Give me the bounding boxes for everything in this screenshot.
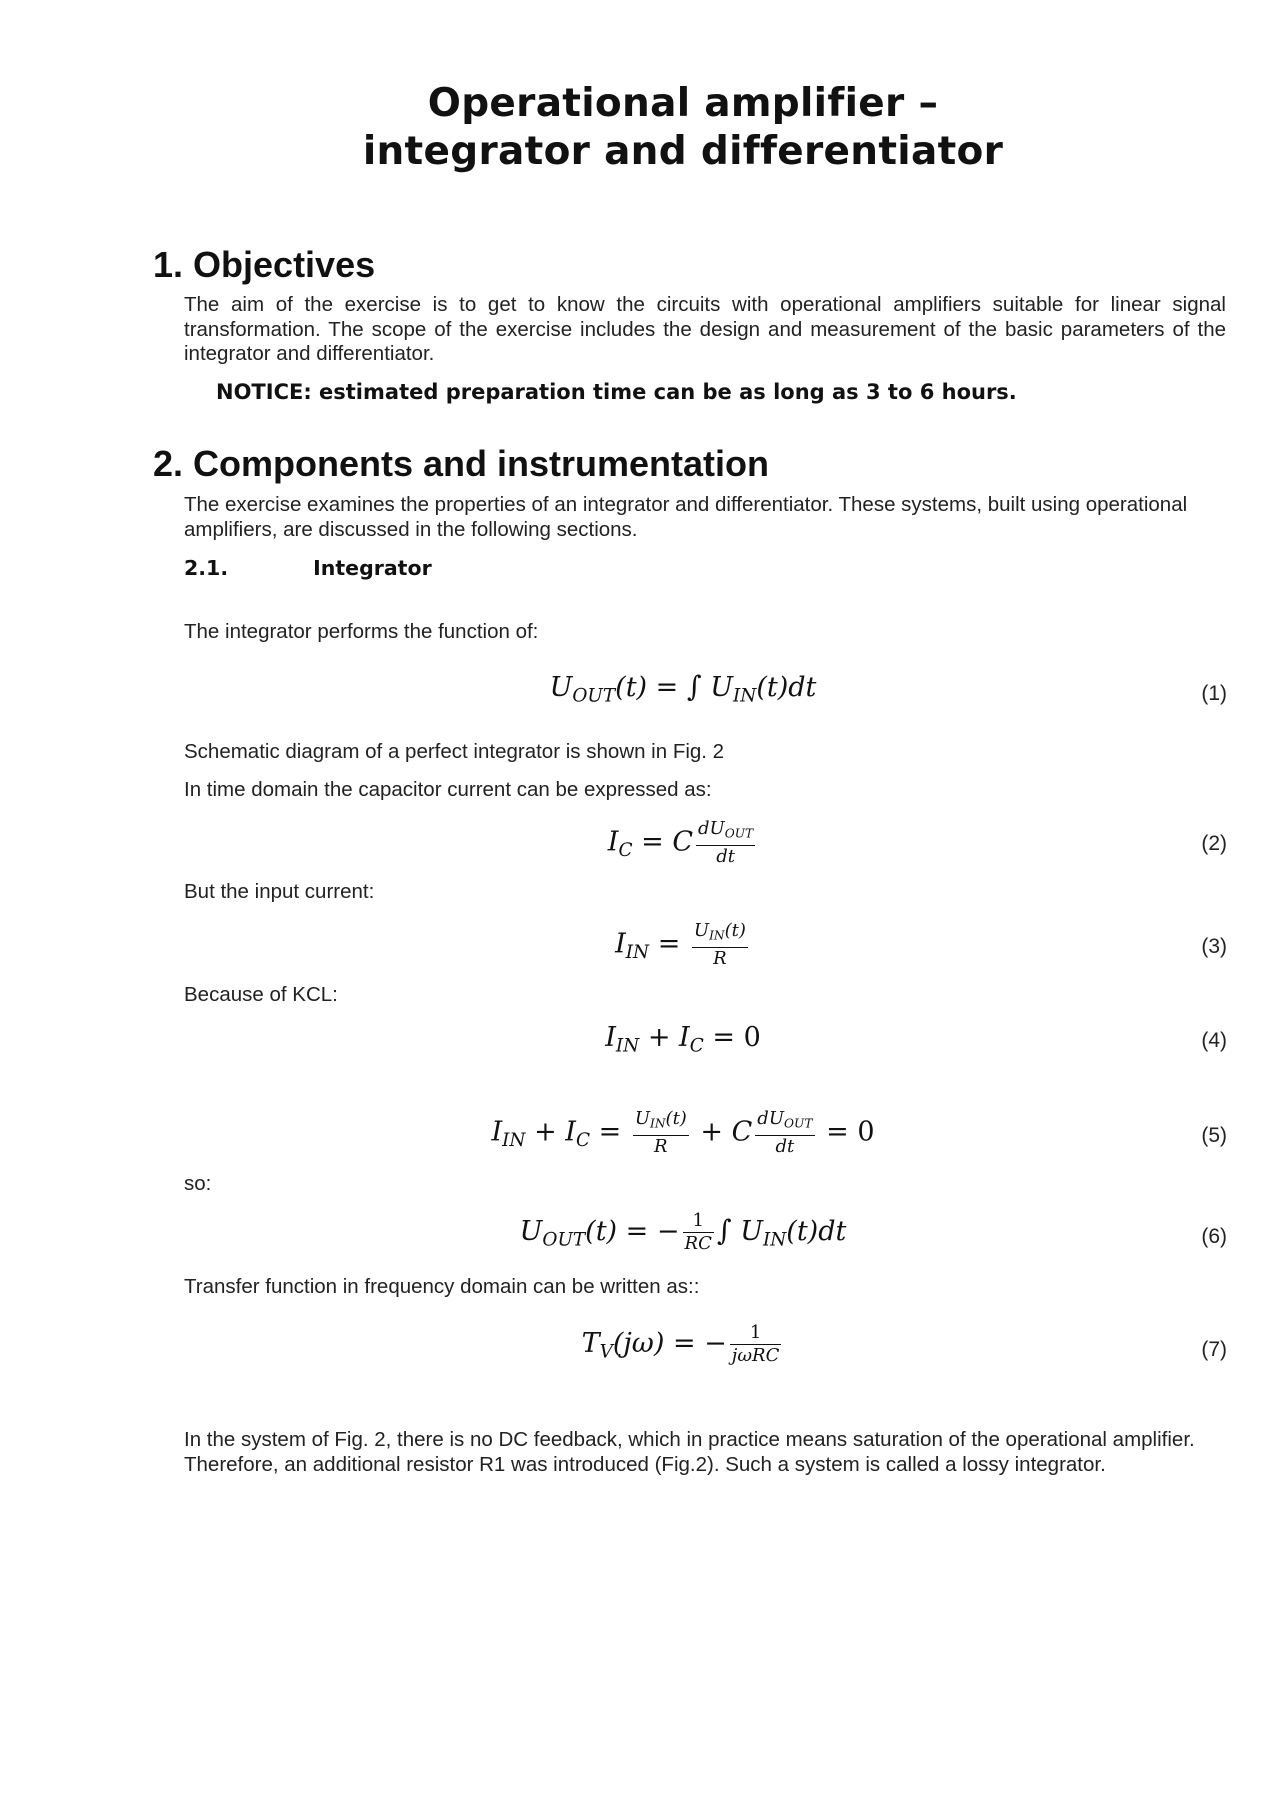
subsection-title: Integrator: [313, 556, 432, 580]
equation-1-number: (1): [1201, 682, 1227, 705]
equation-5: $I_{IN} + I_C$ = $\frac{U_{IN}(t)}{R}$ + C $\frac{dU_{OUT}}{dt}$ = 0: [491, 1108, 875, 1157]
equation-1: $U_{OUT}(t)$ = ∫ $U_{IN}(t)dt$: [549, 670, 817, 707]
equation-6-number: (6): [1201, 1225, 1227, 1248]
equation-2-number: (2): [1201, 832, 1227, 855]
title-line-1: Operational amplifier –: [427, 81, 939, 126]
text-schematic: Schematic diagram of a perfect integrator is shown in Fig. 2: [184, 740, 725, 763]
subsection-heading: [184, 556, 432, 580]
equation-7: $T_V(j\omega)$ = − $\frac{1}{\text{jωRC}}$: [581, 1322, 780, 1366]
equation-6: $U_{OUT}(t)$ = − $\frac{1}{RC}$ ∫ $U_{IN}(t)dt$: [519, 1210, 847, 1254]
text-time-domain: In time domain the capacitor current can be expressed as:: [184, 778, 712, 801]
section-1-heading: 1. Objectives: [153, 244, 376, 285]
equation-2: $I_C = C$ $\frac{dU_{OUT}}{dt}$: [607, 818, 754, 867]
subsection-number: 2.1.: [184, 556, 229, 580]
text-function: The integrator performs the function of:: [184, 620, 539, 643]
equation-7-number: (7): [1201, 1338, 1227, 1361]
equation-4: $I_{IN} + I_C = 0$: [605, 1022, 761, 1057]
text-transfer: Transfer function in frequency domain can be written as::: [184, 1275, 700, 1298]
section-2-heading: 2. Components and instrumentation: [153, 443, 770, 484]
text-input-current: But the input current:: [184, 880, 375, 903]
equation-3-number: (3): [1201, 935, 1227, 958]
equation-3: $I_{IN}$ = $\frac{U_{IN}(t)}{R}$: [615, 920, 746, 969]
objectives-paragraph: The aim of the exercise is to get to know the circuits with operational amplifiers suitable for linear signal transformation. The scope of the exercise includes the design and measurement of the basic parameters of the integrator and differentiator.: [184, 293, 1226, 365]
closing-paragraph: In the system of Fig. 2, there is no DC feedback, which in practice means saturation of the operational amplifier. Therefore, an additional resistor R1 was introduced (Fig.2). Such a system is called a lossy integrator.: [184, 1428, 1195, 1476]
notice-text: NOTICE: estimated preparation time can be as long as 3 to 6 hours.: [216, 380, 1017, 404]
document-title: [0, 80, 1280, 176]
equation-4-number: (4): [1201, 1029, 1227, 1052]
text-kcl: Because of KCL:: [184, 983, 338, 1006]
text-so: so:: [184, 1172, 212, 1195]
equation-5-number: (5): [1201, 1124, 1227, 1147]
components-paragraph: The exercise examines the properties of an integrator and differentiator. These systems, built using operational amplifiers, are discussed in the following sections.: [184, 493, 1188, 541]
title-line-2: integrator and differentiator: [362, 129, 1004, 174]
